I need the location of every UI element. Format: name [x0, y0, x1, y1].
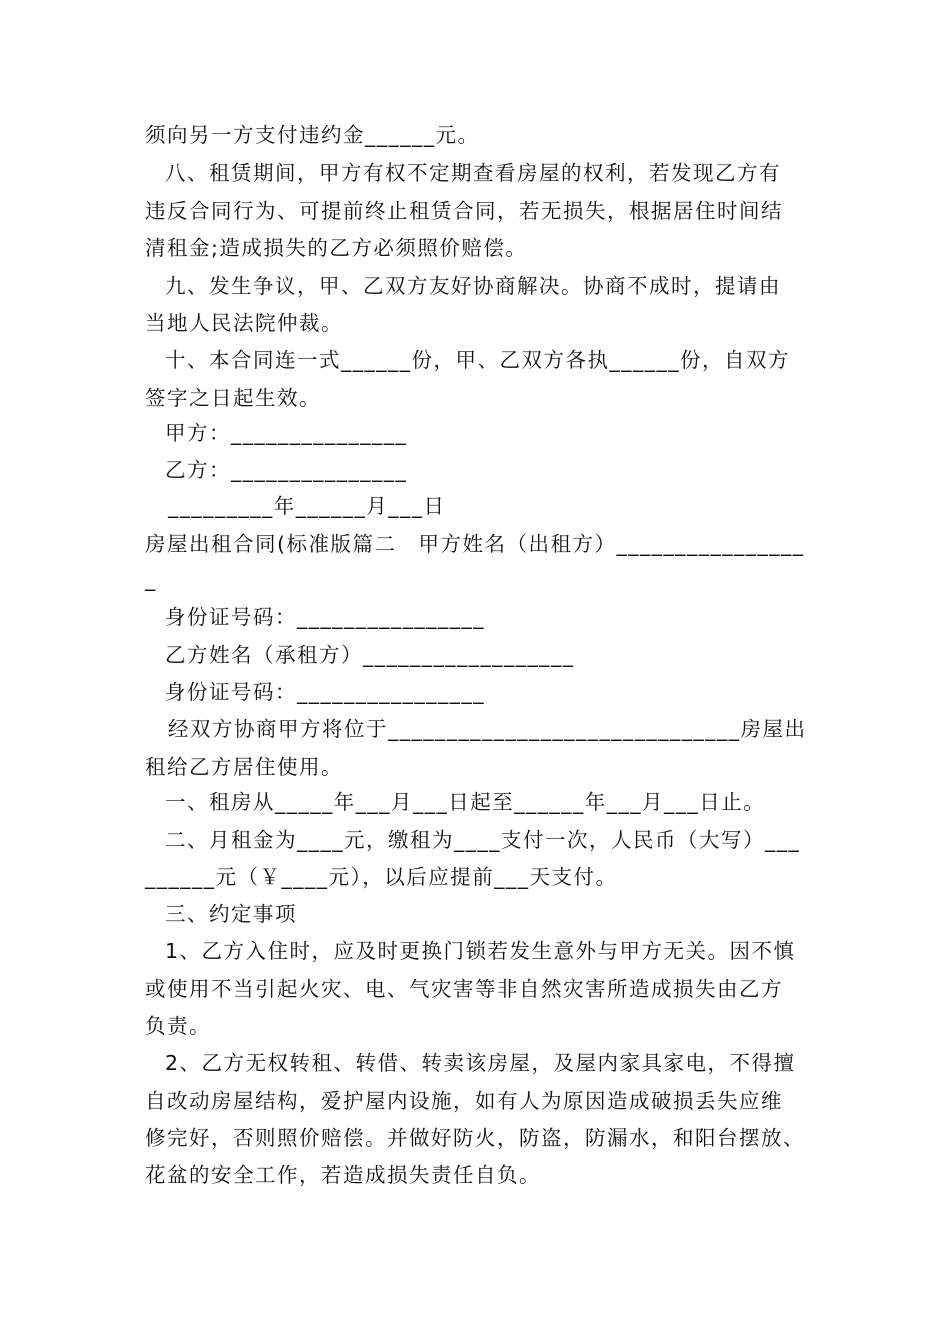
text-line: 花盆的安全工作，若造成损失责任自负。 — [145, 1163, 541, 1187]
text-line: _ — [145, 567, 157, 591]
signature-party-b: 乙方：_______________ — [165, 458, 408, 482]
text-line: 乙方姓名（承租方）__________________ — [165, 643, 575, 667]
text-line: 2、乙方无权转租、转借、转卖该房屋，及屋内家具家电，不得擅 — [165, 1051, 796, 1075]
text-line: 九、发生争议，甲、乙双方友好协商解决。协商不成时，提请由 — [165, 274, 781, 298]
text-line: 租给乙方居住使用。 — [145, 755, 343, 779]
text-line: 清租金;造成损失的乙方必须照价赔偿。 — [145, 236, 528, 260]
section-title: 房屋出租合同(标准版篇二 甲方姓名（出租方）________________ — [145, 532, 805, 556]
text-line: 二、月租金为____元，缴租为____支付一次，人民币（大写）___ — [165, 828, 801, 852]
text-line: 违反合同行为、可提前终止租赁合同，若无损失，根据居住时间结 — [145, 199, 783, 223]
text-line: 自改动房屋结构，爱护屋内设施，如有人为原因造成破损丢失应维 — [145, 1089, 783, 1113]
text-line: 修完好，否则照价赔偿。并做好防火，防盗，防漏水，和阳台摆放、 — [145, 1126, 805, 1150]
text-line: ______元（￥____元），以后应提前___天支付。 — [145, 865, 618, 889]
text-line: 身份证号码：________________ — [165, 680, 485, 704]
text-line: 负责。 — [145, 1014, 211, 1038]
text-line: 经双方协商甲方将位于______________________________房屋出 — [168, 717, 807, 741]
text-line: 身份证号码：________________ — [165, 605, 485, 629]
signature-party-a: 甲方：_______________ — [165, 421, 408, 445]
text-line: 或使用不当引起火灾、电、气灾害等非自然灾害所造成损失由乙方 — [145, 977, 783, 1001]
text-line: 签字之日起生效。 — [145, 386, 321, 410]
text-line: 1、乙方入住时，应及时更换门锁若发生意外与甲方无关。因不慎 — [165, 939, 796, 963]
text-line: 八、租赁期间，甲方有权不定期查看房屋的权利，若发现乙方有 — [165, 161, 781, 185]
signature-date: _________年______月___日 — [168, 494, 446, 518]
text-line: 当地人民法院仲裁。 — [145, 311, 343, 335]
text-line: 须向另一方支付违约金______元。 — [145, 123, 480, 147]
text-line: 三、约定事项 — [165, 902, 297, 926]
text-line: 十、本合同连一式______份，甲、乙双方各执______份，自双方 — [165, 348, 790, 372]
text-line: 一、租房从_____年___月___日起至______年___月___日止。 — [165, 790, 766, 814]
